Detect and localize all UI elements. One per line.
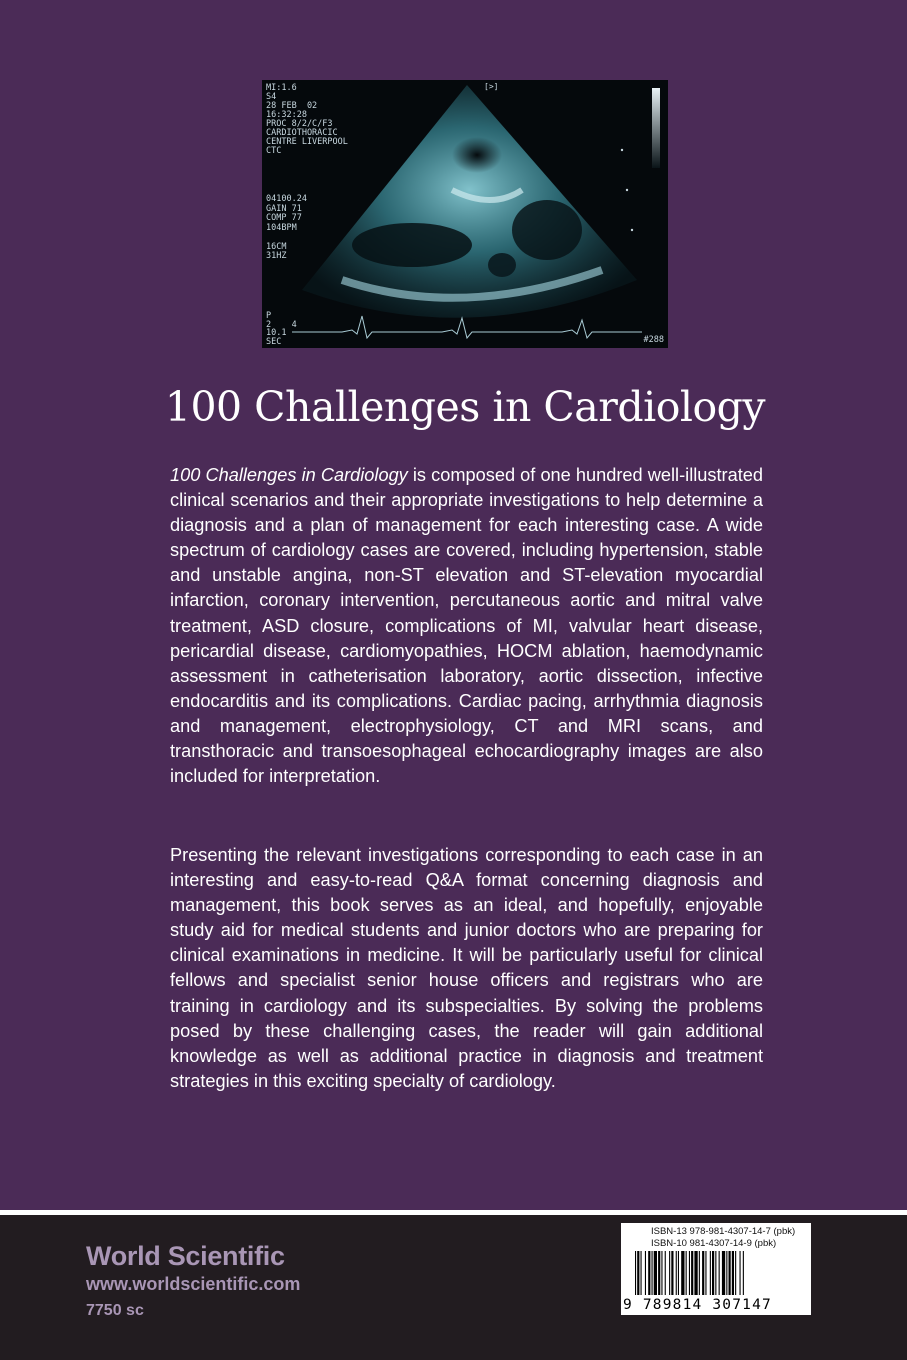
publisher-name: World Scientific <box>86 1241 285 1271</box>
product-code: 7750 sc <box>86 1302 144 1319</box>
echocardiogram-image <box>262 80 668 348</box>
probe-marker: [>] <box>484 82 499 91</box>
publisher-website[interactable]: www.worldscientific.com <box>86 1274 301 1294</box>
barcode-digits: 9 789814 307147 <box>623 1297 772 1313</box>
description-paragraph-1 <box>170 463 763 789</box>
isbn-10: ISBN-10 981-4307-14-9 (pbk) <box>651 1238 777 1249</box>
echo-settings-overlay: 04100.24 GAIN 71 COMP 77 104BPM 16CM 31HZ <box>266 194 307 261</box>
isbn-13: ISBN-13 978-981-4307-14-7 (pbk) <box>651 1226 796 1237</box>
barcode-icon <box>621 1251 811 1297</box>
paragraph-1-text: is composed of one hundred well-illustrated clinical scenarios and their appropriate investigations to help determine a diagnosis and a plan of management for each interesting case. A wide spectrum of cardiology cases are covered, including hypertension, stable and unstable angina, non-ST elevation and ST-elevation myocardial infarction, coronary intervention, percutaneous aortic and mitral valve treatment, ASD closure, complications of MI, valvular heart disease, pericardial disease, cardiomyopathies, HOCM ablation, haemodynamic assessment in catheterisation laboratory, aortic dissection, infective endocarditis and its complications. Cardiac pacing, arrhythmia diagnosis and management, electrophysiology, CT and MRI scans, and transthoracic and transoesophageal echocardiography images are also included for interpretation. <box>170 465 763 787</box>
description-paragraph-2: Presenting the relevant investigations corresponding to each case in an interesting and easy-to-read Q&A format concerning diagnosis and management, this book serves as an ideal, and hopefully, enjoyable study aid for medical students and junior doctors who are preparing for clinical examinations in medicine. It will be particularly useful for clinical fellows and specialist senior house officers and registrars who are training in cardiology and its subspecialties. By solving the problems posed by these challenging cases, the reader will gain additional knowledge as well as additional practice in diagnosis and treatment strategies in this exciting specialty of cardiology. <box>170 845 763 1091</box>
footer-band <box>0 1210 907 1360</box>
echo-header-overlay: MI:1.6 S4 28 FEB 02 16:32:28 PROC 8/2/C/F3 CARDIOTHORACIC CENTRE LIVERPOOL CTC <box>266 83 348 156</box>
grayscale-bar <box>652 88 660 168</box>
frame-count: #288 <box>643 335 664 345</box>
book-title: 100 Challenges in Cardiology <box>164 383 766 431</box>
italic-book-title: 100 Challenges in Cardiology <box>170 465 408 485</box>
barcode-panel <box>621 1223 811 1315</box>
echo-time-overlay: P 2 4 10.1 SEC <box>266 311 297 347</box>
